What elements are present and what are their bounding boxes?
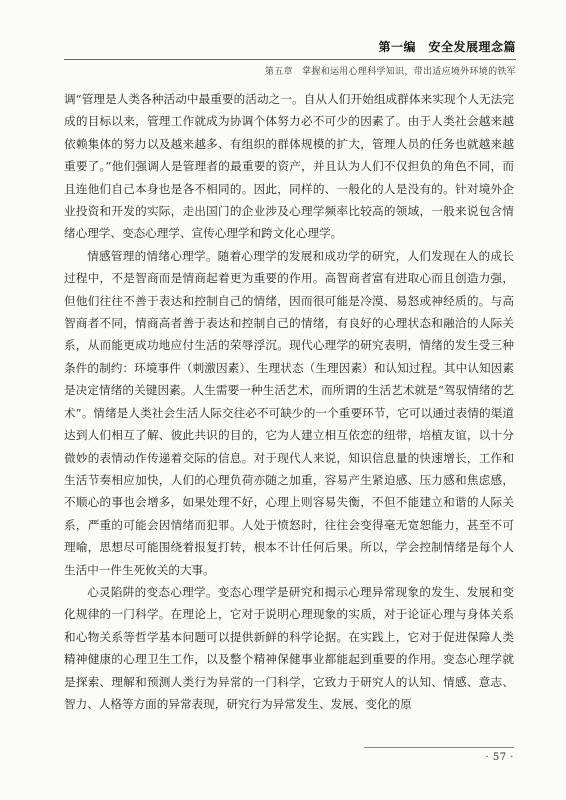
paragraph-abnormal-psychology: 心灵陷阱的变态心理学。变态心理学是研究和揭示心理异常现象的发生、发展和变化规律的一门科学。在理论上，它对于说明心理现象的实质，对于论证心理与身体关系和心物关系等哲学基本问题可以提供新鲜的科学论据。在实践上，它对于促进保障人类精神健康的心理卫生工作，以及整个精神保健事业都能起到重要的作用。变态心理学就是探索、理解和预测人类行为异常的一门科学，它致力于研究人的认知、情感、意志、智力、人格等方面的异常表现，研究行为异常发生、发展、变化的原 [64, 584, 514, 711]
paragraph-continued: 调“管理是人类各种活动中最重要的活动之一。自从人们开始组成群体来实现个人无法完成的目标以来，管理工作就成为协调个体努力必不可少的因素了。由于人类社会越来越依赖集体的努力以及越来越多、有组织的群体规模的扩大，管理人员的任务也就越来越重要了。”他们强调人是管理者的最重要的资产，并且认为人们不仅担负的角色不同，而且连他们自己本身也是各不相同的。因此，同样的、一般化的人是没有的。针对境外企业投资和开发的实际，走出国门的企业涉及心理学频率比较高的领域，一般来说包含情绪心理学、变态心理学、宣传心理学和跨文化心理学。 [64, 92, 514, 241]
chapter-title: 第五章 掌握和运用心理科学知识，带出适应境外环境的铁军 [264, 67, 516, 77]
part-title: 第一编 安全发展理念篇 [378, 40, 516, 54]
paragraph-emotional-psychology: 情感管理的情绪心理学。随着心理学的发展和成功学的研究，人们发现在人的成长过程中，不是智商而是情商起着更为重要的作用。高智商者富有进取心而且创造力强，但他们往往不善于表达和控制自己的情绪，因而很可能是冷漠、易怒或神经质的。与高智商者不同，情商高者善于表达和控制自己的情绪，有良好的心理状态和融洽的人际关系，从而能更成功地应付生活的荣辱浮沉。现代心理学的研究表明，情绪的发生受三种条件的制约：环境事件（刺激因素）、生理状态（生理因素）和认知过程。其中认知因素是决定情绪的关键因素。人生需要一种生活艺术，而所谓的生活艺术就是“驾驭情绪的艺术”。情绪是人类社会生活人际交往必不可缺少的一个重要环节，它可以通过表情的渠道达到人们相互了解、彼此共识的目的，它为人建立相互依恋的纽带，培植友谊，以十分微妙的表情动作传递着交际的信息。对于现代人来说，知识信息量的快速增长，工作和生活节奏相应加快，人们的心理负荷亦随之加重，容易产生紧迫感、压力感和焦虑感，不顺心的事也会增多，如果处理不好，心理上则容易失衡，不但不能建立和谐的人际关系，严重的可能会因情绪而犯罪。人处于愤怒时，往往会变得毫无宽恕能力，甚至不可理喻，思想尽可能围绕着报复打转，根本不计任何后果。所以，学会控制情绪是每个人生活中一件生死攸关的大事。 [64, 248, 514, 577]
page-number: · 57 · [485, 752, 514, 763]
footer-rule [364, 747, 514, 748]
header-rule [64, 59, 516, 60]
body-text [64, 88, 514, 715]
running-header [64, 38, 516, 77]
